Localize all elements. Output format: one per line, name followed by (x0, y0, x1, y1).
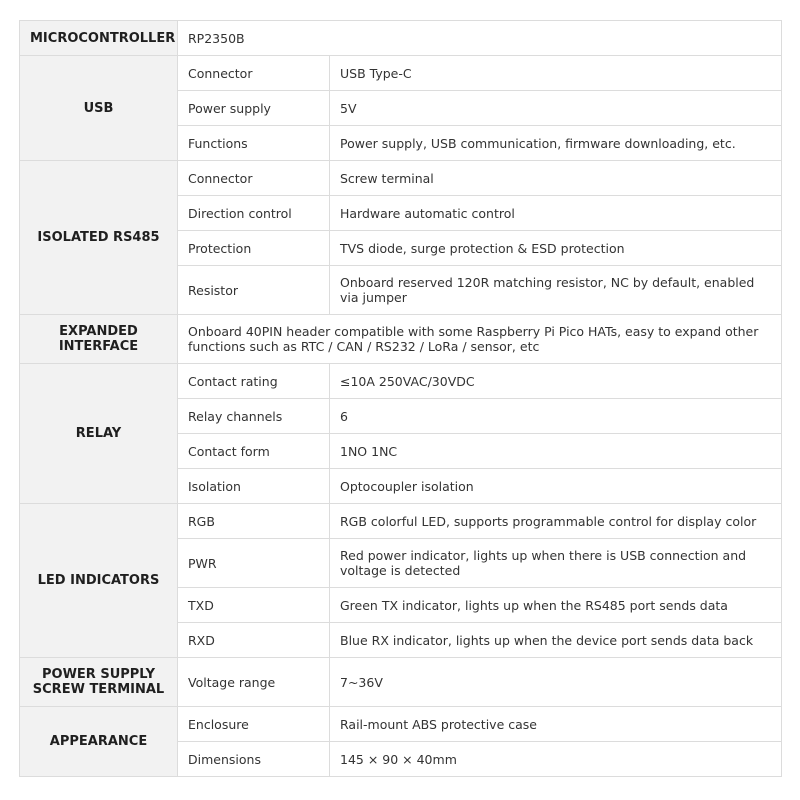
label-cell: Resistor (178, 266, 330, 315)
value-cell: Screw terminal (330, 161, 782, 196)
table-row (20, 504, 782, 539)
label-cell: RGB (178, 504, 330, 539)
category-cell: EXPANDED INTERFACE (20, 315, 178, 364)
value-cell: TVS diode, surge protection & ESD protection (330, 231, 782, 266)
category-cell: ISOLATED RS485 (20, 161, 178, 315)
value-cell: Blue RX indicator, lights up when the device port sends data back (330, 623, 782, 658)
table-row (20, 21, 782, 56)
value-cell: Power supply, USB communication, firmware downloading, etc. (330, 126, 782, 161)
category-cell: USB (20, 56, 178, 161)
category-cell: POWER SUPPLY SCREW TERMINAL (20, 658, 178, 707)
category-cell: MICROCONTROLLER (20, 21, 178, 56)
value-cell: 6 (330, 399, 782, 434)
value-cell: Red power indicator, lights up when there is USB connection and voltage is detected (330, 539, 782, 588)
value-cell: RGB colorful LED, supports programmable control for display color (330, 504, 782, 539)
table-row (20, 56, 782, 91)
label-cell: RXD (178, 623, 330, 658)
label-cell: PWR (178, 539, 330, 588)
label-cell: Connector (178, 161, 330, 196)
category-cell: APPEARANCE (20, 707, 178, 777)
value-cell: Onboard 40PIN header compatible with some Raspberry Pi Pico HATs, easy to expand other functions such as RTC / CAN / RS232 / LoRa / sensor, etc (178, 315, 782, 364)
category-cell: RELAY (20, 364, 178, 504)
label-cell: Connector (178, 56, 330, 91)
label-cell: Functions (178, 126, 330, 161)
table-row (20, 707, 782, 742)
table-row (20, 315, 782, 364)
label-cell: Dimensions (178, 742, 330, 777)
spec-table (19, 20, 782, 777)
value-cell: ≤10A 250VAC/30VDC (330, 364, 782, 399)
label-cell: Voltage range (178, 658, 330, 707)
value-cell: 7~36V (330, 658, 782, 707)
label-cell: Direction control (178, 196, 330, 231)
value-cell: 5V (330, 91, 782, 126)
value-cell: Onboard reserved 120R matching resistor, NC by default, enabled via jumper (330, 266, 782, 315)
table-row (20, 658, 782, 707)
label-cell: Contact rating (178, 364, 330, 399)
value-cell: 1NO 1NC (330, 434, 782, 469)
label-cell: Enclosure (178, 707, 330, 742)
value-cell: USB Type-C (330, 56, 782, 91)
label-cell: TXD (178, 588, 330, 623)
value-cell: Rail-mount ABS protective case (330, 707, 782, 742)
value-cell: Green TX indicator, lights up when the RS485 port sends data (330, 588, 782, 623)
value-cell: Hardware automatic control (330, 196, 782, 231)
value-cell: RP2350B (178, 21, 782, 56)
label-cell: Protection (178, 231, 330, 266)
label-cell: Power supply (178, 91, 330, 126)
value-cell: Optocoupler isolation (330, 469, 782, 504)
table-row (20, 161, 782, 196)
label-cell: Relay channels (178, 399, 330, 434)
label-cell: Isolation (178, 469, 330, 504)
label-cell: Contact form (178, 434, 330, 469)
category-cell: LED INDICATORS (20, 504, 178, 658)
value-cell: 145 × 90 × 40mm (330, 742, 782, 777)
table-row (20, 364, 782, 399)
